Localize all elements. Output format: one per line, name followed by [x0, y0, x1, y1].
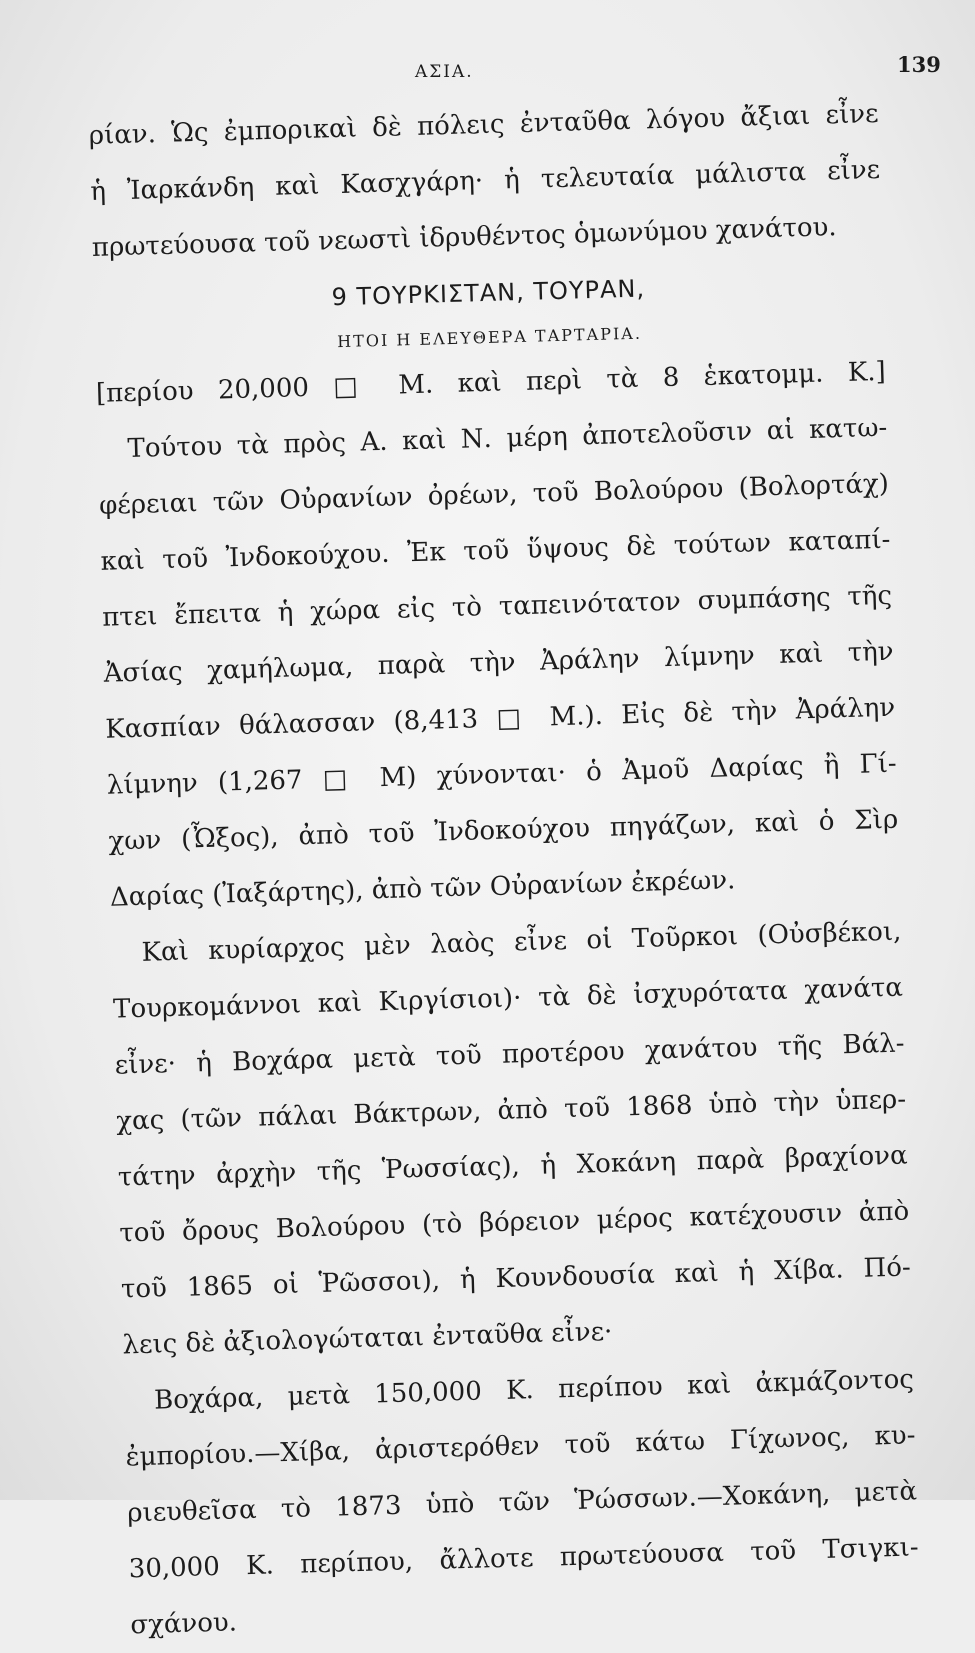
page-number: 139 — [897, 52, 941, 77]
text-line: καὶ τοῦ Ἰνδοκούχου. Ἐκ τοῦ ὕψους δὲ τούτων καταπί- — [100, 524, 891, 577]
text-line: εἶνε· ἡ Βοχάρα μετὰ τοῦ προτέρου χανάτου τῆς Βάλ- — [114, 1028, 905, 1081]
text-line: λίμνην (1,267 □ Μ) χύνονται· ὁ Ἀμοῦ Δαρίας ἢ Γί- — [106, 748, 898, 801]
text-line: ἐμπορίου.—Χίβα, ἀριστερόθεν τοῦ κάτω Γίχωνος, κυ- — [125, 1420, 916, 1473]
text-line: Ἀσίας χαμήλωμα, παρὰ τὴν Ἀράλην λίμνην καὶ τὴν — [103, 636, 894, 689]
text-line: χων (Ὦξος), ἀπὸ τοῦ Ἰνδοκούχου πηγάζων, καὶ ὁ Σὶρ — [108, 804, 899, 857]
text-line: σχάνου. — [129, 1607, 238, 1641]
text-line: Δαρίας (Ἰαξάρτης), ἀπὸ τῶν Οὐρανίων ἐκρέων. — [109, 865, 736, 913]
text-line: πτει ἔπειτα ἡ χώρα εἰς τὸ ταπεινότατον συμπάσης τῆς — [101, 580, 893, 633]
text-line: ἡ Ἰαρκάνδη καὶ Κασχγάρη· ἡ τελευταία μάλιστα εἶνε — [89, 154, 881, 207]
running-head: ΑΣΙΑ. — [415, 62, 474, 82]
text-block — [88, 86, 921, 1653]
text-line: πρωτεύουσα τοῦ νεωστὶ ἱδρυθέντος ὁμωνύμου χανάτου. — [91, 212, 837, 263]
text-line: 30,000 Κ. περίπου, ἄλλοτε πρωτεύουσα τοῦ Τσιγκι- — [128, 1532, 919, 1585]
text-line: Κασπίαν θάλασσαν (8,413 □ Μ.). Εἰς δὲ τὴν Ἀράλην — [104, 692, 896, 745]
text-line: Βοχάρα, μετὰ 150,000 Κ. περίπου καὶ ἀκμάζοντος — [153, 1364, 915, 1416]
section-statistics: [περίου 20,000 □ Μ. καὶ περὶ τὰ 8 ἑκατομμ. Κ.] — [95, 356, 887, 409]
section-heading: 9 ΤΟΥΡΚΙΣΤΑΝ, ΤΟΥΡΑΝ, — [331, 274, 646, 312]
text-line: λεις δὲ ἀξιολογώταται ἐνταῦθα εἶνε· — [122, 1316, 613, 1361]
text-line: Τούτου τὰ πρὸς Α. καὶ Ν. μέρη ἀποτελοῦσιν αἱ κατω- — [127, 412, 888, 465]
text-line: ριευθεῖσα τὸ 1873 ὑπὸ τῶν Ῥώσσων.—Χοκάνη, μετὰ — [126, 1476, 918, 1529]
text-line: ρίαν. Ὡς ἐμπορικαὶ δὲ πόλεις ἐνταῦθα λόγου ἄξιαι εἶνε — [88, 98, 879, 151]
text-line: Καὶ κυρίαρχος μὲν λαὸς εἶνε οἱ Τοῦρκοι (Οὐσβέκοι, — [141, 916, 902, 968]
text-line: τάτην ἀρχὴν τῆς Ῥωσσίας), ἡ Χοκάνη παρὰ βραχίονα — [117, 1140, 908, 1193]
text-line: χας (τῶν πάλαι Βάκτρων, ἀπὸ τοῦ 1868 ὑπὸ τὴν ὑπερ- — [115, 1084, 907, 1137]
text-line: τοῦ 1865 οἱ Ῥῶσσοι), ἡ Κουνδουσία καὶ ἡ Χίβα. Πό- — [120, 1252, 912, 1305]
text-line: τοῦ ὄρους Βολούρου (τὸ βόρειον μέρος κατέχουσιν ἀπὸ — [119, 1196, 910, 1249]
text-line: φέρειαι τῶν Οὐρανίων ὀρέων, τοῦ Βολούρου (Βολορτάχ) — [98, 468, 890, 521]
section-subheading: ΗΤΟΙ Η ΕΛΕΥΘΕΡΑ ΤΑΡΤΑΡΙΑ. — [336, 323, 643, 352]
text-line: Τουρκομάννοι καὶ Κιργίσιοι)· τὰ δὲ ἰσχυρότατα χανάτα — [112, 972, 904, 1025]
